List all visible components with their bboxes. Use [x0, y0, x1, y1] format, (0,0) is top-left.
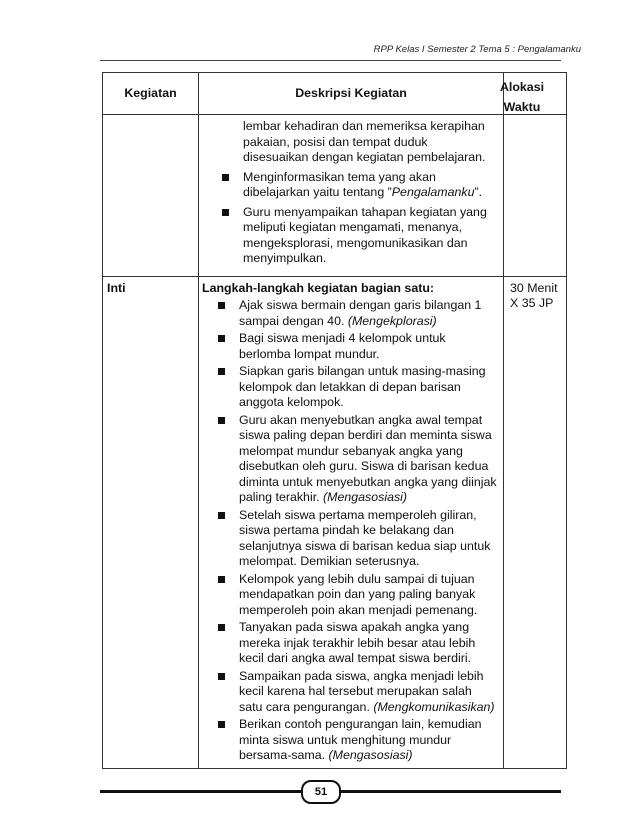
- header-alokasi-line2: Waktu: [503, 100, 541, 114]
- bullet-square-icon: [218, 576, 225, 583]
- cont-first-paragraph: lembar kehadiran dan memeriksa kerapihan pakaian, posisi dan tempat duduk disesuaikan dengan kegiatan pembelajaran.: [243, 119, 486, 164]
- list-item: [217, 205, 495, 267]
- bullet-square-icon: [218, 368, 225, 375]
- list-item: [213, 572, 497, 619]
- header-rule: [100, 60, 561, 61]
- bullet-text: Setelah siswa pertama memperoleh giliran, siswa pertama pindah ke belakang dan selanjutnya siswa di barisan kedua siap untuk melompat. Demikian seterusnya.: [239, 507, 491, 568]
- bullet-text: Berikan contoh pengurangan lain, kemudian minta siswa untuk menghitung mundur bersama-sama.: [239, 717, 482, 762]
- bullet-square-icon: [218, 417, 225, 424]
- table-header-row: [103, 73, 567, 115]
- bullet-text: Guru akan menyebutkan angka awal tempat siswa paling depan berdiri dan meminta siswa melompat mundur sebanyak angka yang disebutkan oleh guru. Siswa di barisan kedua diminta untuk menyebutkan angka yang diinjak paling terakhir.: [239, 412, 497, 504]
- time-line2: X 35 JP: [510, 296, 554, 310]
- bullet-square-icon: [218, 673, 225, 680]
- bullet-text: Menginformasikan tema yang akan dibelajarkan yaitu tentang ”: [243, 169, 436, 199]
- inti-heading: Langkah-langkah kegiatan bagian satu:: [202, 280, 435, 295]
- list-item: [213, 717, 497, 764]
- bullet-square-icon: [218, 624, 225, 631]
- bullet-square-icon: [222, 209, 229, 216]
- bullet-square-icon: [218, 335, 225, 342]
- list-item: [217, 170, 495, 201]
- list-item: [213, 508, 497, 570]
- list-item: [213, 413, 497, 506]
- table-row-continuation: [103, 115, 567, 277]
- inti-time-cell: [504, 276, 567, 768]
- header-alokasi-line1: Alokasi: [499, 80, 545, 94]
- time-line1: 30 Menit: [510, 280, 558, 295]
- bullet-text: Siapkan garis bilangan untuk masing-masing kelompok dan letakkan di depan barisan anggota kelompok.: [239, 364, 486, 409]
- inti-kegiatan-cell: Inti: [103, 276, 199, 768]
- bullet-em: (Mengasosiasi): [328, 748, 413, 762]
- cont-description-cell: [199, 115, 504, 277]
- bullet-text: Guru menyampaikan tahapan kegiatan yang meliputi kegiatan mengamati, menanya, mengeksplorasi, mengomunikasikan dan menyimpulkan.: [243, 204, 487, 265]
- list-item: [213, 620, 497, 667]
- page-number-badge: 51: [301, 780, 341, 804]
- bullet-em: (Mengasosiasi): [323, 490, 408, 504]
- bullet-text: Sampaikan pada siswa, angka menjadi lebih kecil karena hal tersebut merupakan salah satu cara pengurangan.: [239, 668, 484, 714]
- cont-time-cell: [504, 115, 567, 277]
- activity-table: [102, 72, 567, 769]
- list-item: [213, 669, 497, 716]
- cont-bullet-list: [217, 170, 495, 267]
- table-row-inti: [103, 276, 567, 768]
- bullet-em: (Mengkomunikasikan): [373, 699, 495, 714]
- bullet-square-icon: [218, 721, 225, 728]
- list-item: [213, 331, 497, 362]
- bullet-square-icon: [222, 174, 229, 181]
- header-kegiatan: Kegiatan: [103, 73, 199, 115]
- inti-bullet-list: [202, 298, 497, 764]
- bullet-text: Tanyakan pada siswa apakah angka yang mereka injak terakhir lebih besar atau lebih kecil dari angka awal tempat siswa berdiri.: [239, 620, 476, 665]
- header-alokasi: [499, 73, 567, 115]
- list-item: [213, 298, 497, 329]
- inti-description-cell: [199, 276, 504, 768]
- bullet-text: Kelompok yang lebih dulu sampai di tujuan mendapatkan poin dan yang paling banyak memperoleh poin akan menjadi pemenang.: [239, 571, 478, 617]
- list-item: [213, 364, 497, 411]
- running-header: RPP Kelas I Semester 2 Tema 5 : Pengalamanku: [373, 44, 581, 55]
- bullet-em: (Mengekplorasi): [347, 313, 437, 328]
- bullet-after: ”.: [474, 185, 483, 199]
- bullet-square-icon: [218, 512, 225, 519]
- bullet-text: Bagi siswa menjadi 4 kelompok untuk berlomba lompat mundur.: [239, 331, 446, 361]
- bullet-square-icon: [218, 302, 225, 309]
- bullet-em: Pengalamanku: [391, 185, 475, 199]
- bullet-text: Ajak siswa bermain dengan garis bilangan 1 sampai dengan 40.: [239, 298, 482, 328]
- cont-kegiatan-cell: [103, 115, 199, 277]
- header-deskripsi: Deskripsi Kegiatan: [199, 73, 504, 115]
